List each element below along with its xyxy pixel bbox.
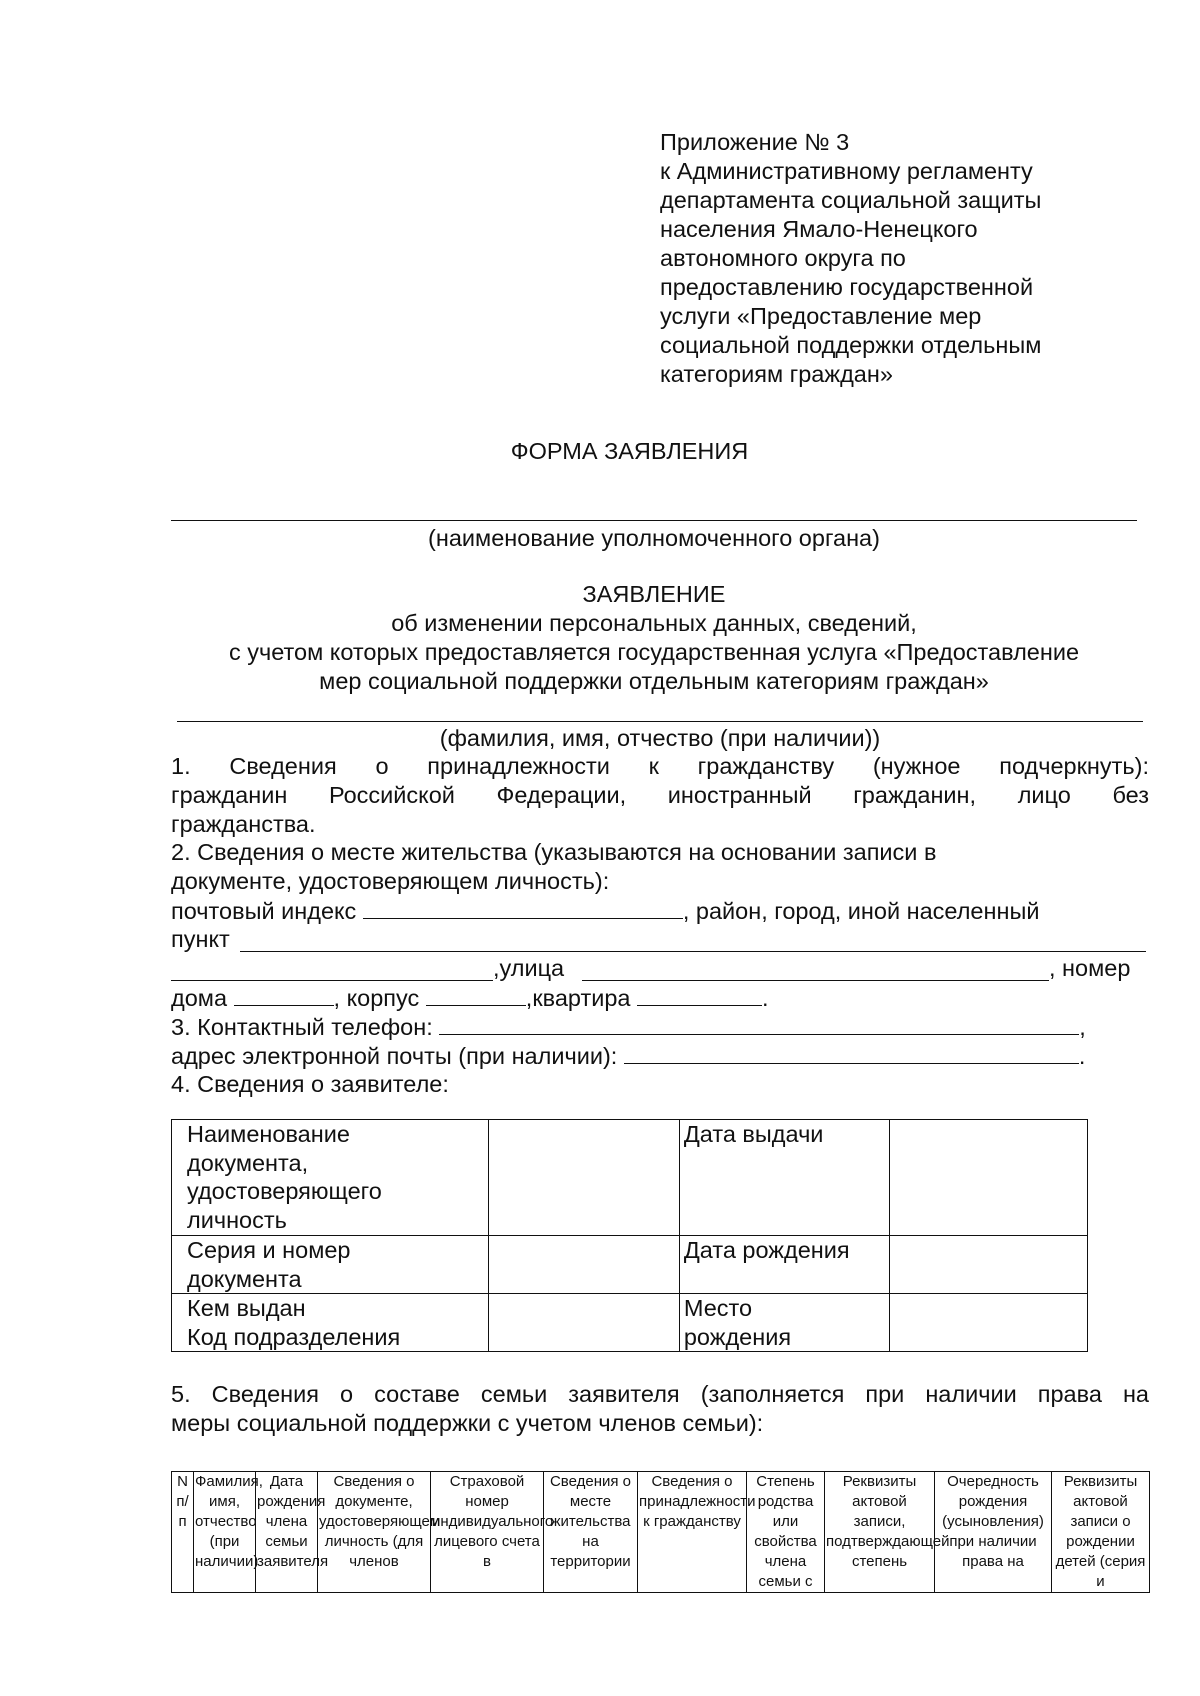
column-header: Сведения о принадлежности к гражданству [638,1472,747,1593]
email-label: адрес электронной почты (при наличии): [171,1043,618,1069]
statement-title: ЗАЯВЛЕНИЕ [582,581,726,607]
district-label: , район, город, иной населенный [682,898,1040,924]
section2-subtitle: документе, удостоверяющем личность): [171,868,610,894]
column-header: N п/п [172,1472,194,1593]
series-number-value[interactable] [488,1236,679,1294]
column-header: Страховой номер индивидуального лицевого счета в [431,1472,544,1593]
postal-index-field[interactable] [363,896,683,919]
appendix-line: населения Ямало-Ненецкого [660,216,978,242]
phone-field[interactable] [439,1012,1079,1035]
column-header: Фамилия, имя, отчество (при наличии) [194,1472,256,1593]
issue-date-value[interactable] [889,1120,1087,1236]
house-number-field[interactable] [234,983,334,1006]
appendix-line: социальной поддержки отдельным [660,332,1042,358]
fio-caption: (фамилия, имя, отчество (при наличии)) [439,725,881,751]
appendix-line: категориям граждан» [660,361,893,387]
end-dot: . [762,985,769,1011]
column-header: Дата рождения члена семьи заявителя [256,1472,318,1593]
table-row [172,1120,1088,1236]
column-header: Очередность рождения (усыновления) при наличии права на [935,1472,1052,1593]
table-row [172,1236,1088,1294]
appendix-line: Приложение № 3 [660,129,850,155]
division-code-text: Код подразделения [187,1323,401,1350]
issued-by-value[interactable] [488,1294,679,1352]
building-label: , корпус [333,985,420,1011]
appendix-line: предоставлению государственной [660,274,1034,300]
family-table [171,1471,1150,1593]
section4-title: 4. Сведения о заявителе: [171,1071,449,1097]
birth-date-value[interactable] [889,1236,1087,1294]
phone-row [171,1012,1086,1042]
issued-by-text: Кем выдан [187,1295,306,1321]
column-header: Реквизиты актовой записи о рождении детей (серия и [1052,1472,1150,1593]
apartment-field[interactable] [637,983,762,1006]
column-header: Сведения о документе, удостоверяющем личность (для членов [318,1472,431,1593]
authority-field-line[interactable] [171,520,1137,521]
table-row [172,1294,1088,1352]
statement-subtitle-line: об изменении персональных данных, сведений, [391,610,917,636]
fio-field-line[interactable] [177,721,1143,722]
house-label-2: дома [171,985,228,1011]
doc-name-value[interactable] [488,1120,679,1236]
locality-field[interactable] [240,951,1146,952]
section5-line: меры социальной поддержки с учетом членов семьи): [171,1410,764,1436]
birth-place-value[interactable] [889,1294,1087,1352]
birth-date-label: Дата рождения [679,1236,889,1294]
section1-line: 1. Сведения о принадлежности к гражданству (нужное подчеркнуть): [171,753,1149,779]
apartment-label: ,квартира [525,985,631,1011]
series-number-label: Серия и номер документа [172,1236,489,1294]
appendix-line: автономного округа по [660,245,906,271]
appendix-line: к Административному регламенту [660,158,1033,184]
building-field[interactable] [426,983,526,1006]
section2-title: 2. Сведения о месте жительства (указываются на основании записи в [171,839,937,865]
street-field[interactable] [582,980,1049,981]
issue-date-label: Дата выдачи [679,1120,889,1236]
appendix-line: услуги «Предоставление мер [660,303,982,329]
street-label: ,улица [493,955,565,981]
section5-line: 5. Сведения о составе семьи заявителя (заполняется при наличии права на [171,1381,1149,1407]
postal-row [171,896,1039,926]
phone-label: 3. Контактный телефон: [171,1014,433,1040]
family-table-wrapper [170,1470,1152,1590]
issued-by-label [172,1294,489,1352]
authority-caption: (наименование уполномоченного органа) [428,525,880,551]
birth-place-label: Место рождения [679,1294,889,1352]
form-title: ФОРМА ЗАЯВЛЕНИЯ [510,438,749,464]
doc-name-label: Наименование документа, удостоверяющего личность [172,1120,489,1236]
house-label: , номер [1049,955,1131,981]
locality-field-continued[interactable] [171,980,493,981]
section1-line: гражданин Российской Федерации, иностранный гражданин, лицо без [171,782,1149,808]
family-table-header [172,1472,1150,1593]
appendix-line: департамента социальной защиты [660,187,1042,213]
statement-subtitle-line: мер социальной поддержки отдельным категориям граждан» [319,668,989,694]
locality-label: пункт [171,926,230,952]
house-row [171,983,769,1013]
column-header: Реквизиты актовой записи, подтверждающей степень [825,1472,935,1593]
phone-end: , [1079,1014,1086,1040]
email-field[interactable] [624,1041,1079,1064]
statement-subtitle-line: с учетом которых предоставляется государственная услуга «Предоставление [228,639,1080,665]
section1-line: гражданства. [171,811,316,837]
appendix-header [660,128,1130,389]
column-header: Сведения о месте жительства на территории [544,1472,638,1593]
email-end: . [1078,1043,1086,1069]
email-row [171,1041,1085,1071]
postal-label: почтовый индекс [171,898,357,924]
applicant-table [171,1119,1088,1352]
column-header: Степень родства или свойства члена семьи с [747,1472,825,1593]
